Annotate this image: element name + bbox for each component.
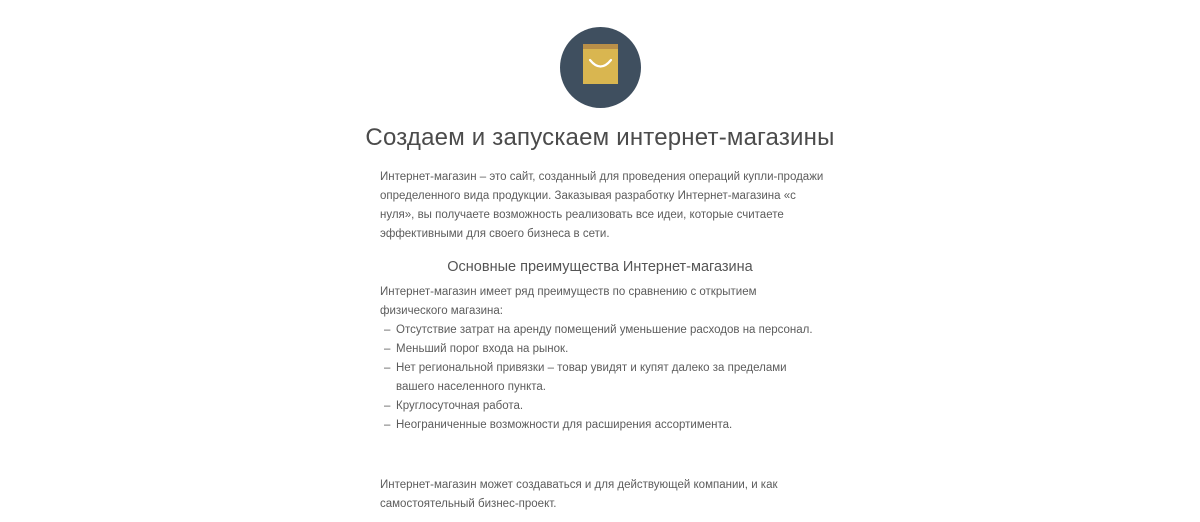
- advantages-lead: Интернет-магазин имеет ряд преимуществ по сравнению с открытием физического магазина:: [380, 286, 757, 317]
- list-item: [384, 359, 824, 397]
- list-item-text: Неограниченные возможности для расширения ассортимента.: [396, 419, 733, 431]
- shopping-bag-icon: [560, 27, 641, 108]
- advantages-list: [384, 321, 824, 435]
- intro-paragraph: Интернет-магазин – это сайт, созданный для проведения операций купли-продажи определенного вида продукции. Заказывая разработку Интернет-магазина «с нуля», вы получаете возможность реализовать все идеи, которые считаете эффективными для своего бизнеса в сети.: [380, 171, 824, 240]
- list-item: [384, 397, 824, 416]
- list-item-text: Меньший порог входа на рынок.: [396, 343, 569, 355]
- list-bullet: –: [384, 362, 391, 374]
- list-item: [384, 416, 824, 435]
- list-bullet: –: [384, 419, 391, 431]
- list-item: [384, 340, 824, 359]
- advantages-title: Основные преимущества Интернет-магазина: [447, 259, 753, 275]
- list-item-text: Круглосуточная работа.: [396, 400, 524, 412]
- list-item-text: Отсутствие затрат на аренду помещений уменьшение расходов на персонал.: [396, 324, 813, 336]
- list-bullet: –: [384, 400, 391, 412]
- list-bullet: –: [384, 324, 391, 336]
- page-title: Создаем и запускаем интернет-магазины: [365, 124, 835, 151]
- list-bullet: –: [384, 343, 391, 355]
- list-item: [384, 321, 824, 340]
- outro-paragraph: Интернет-магазин может создаваться и для действующей компании, и как самостоятельный бизнес-проект.: [380, 479, 778, 510]
- list-item-text: Нет региональной привязки – товар увидят и купят далеко за пределами вашего населенного пункта.: [396, 362, 787, 393]
